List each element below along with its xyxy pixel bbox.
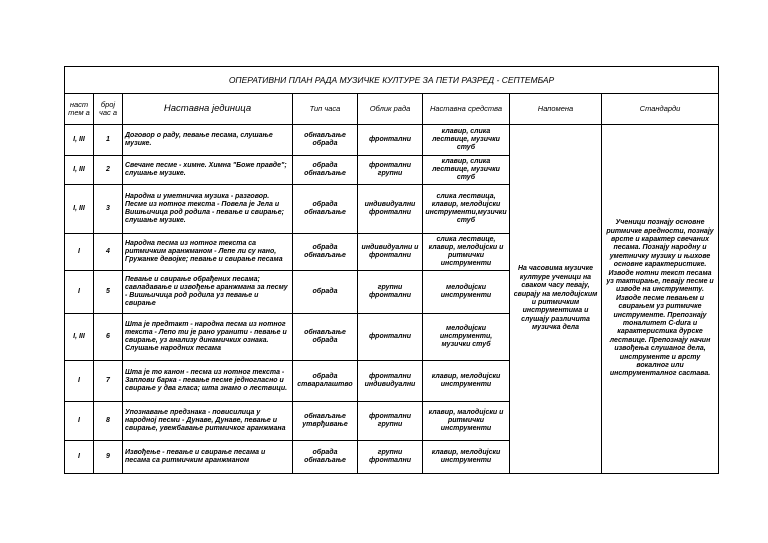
note-cell: На часовима музичке културе ученици на сваком часу певају, свирају на мелодијским и ритмичким инструментима и слушају различита музичка дела [510, 125, 602, 474]
cell-type: обрада стваралаштво [293, 361, 358, 402]
standards-cell: Ученици познају основне ритмичке вредности, познају врсте и карактер свечаних песама. Познају народну и уметничку музику и њихове основне карактеристике. Изводе нотни текст песама уз тактирање, певају песме и изводе на инструменту. Изводе песме певањем и свирањем уз ритмичке инструменте. Препознају тоналитет C-dura и карактеристика дурске лествице. Препознају начин извођења слушаног дела, инструменте и врсту вокалног или инструменталног састава. [602, 125, 719, 474]
header-week: наст тем а [65, 94, 94, 125]
cell-week: I [65, 361, 94, 402]
cell-unit: Свечане песме - химне. Химна "Боже правде"; слушање музике. [123, 156, 293, 185]
cell-unit: Народна и уметничка музика - разговор. Песме из нотног текста - Повела је Јела и Вишњичица род родила - певање и свирање; слушање музике. [123, 185, 293, 234]
cell-type: обрада обнављање [293, 156, 358, 185]
cell-form: фронтални индивидуални [358, 361, 423, 402]
plan-title: ОПЕРАТИВНИ ПЛАН РАДА МУЗИЧКЕ КУЛТУРЕ ЗА ПЕТИ РАЗРЕД - СЕПТЕМБАР [65, 67, 719, 94]
cell-type: обрада обнављање [293, 185, 358, 234]
cell-type: обнављање обрада [293, 125, 358, 156]
cell-week: I [65, 271, 94, 314]
cell-form: фронтални [358, 125, 423, 156]
cell-means: слика лествице, клавир, мелодијски и ритмички инструменти [423, 234, 510, 271]
cell-week: I [65, 441, 94, 474]
cell-num: 8 [94, 402, 123, 441]
cell-num: 7 [94, 361, 123, 402]
cell-type: обрада [293, 271, 358, 314]
cell-unit: Шта је то канон - песма из нотног текста - Заплови барка - певање песме једногласно и свирање у два гласа; шта знамо о лествици. [123, 361, 293, 402]
cell-type: обнављање обрада [293, 314, 358, 361]
cell-num: 2 [94, 156, 123, 185]
cell-means: клавир, мелодијски инструменти [423, 441, 510, 474]
cell-num: 4 [94, 234, 123, 271]
cell-week: I [65, 234, 94, 271]
cell-form: индивидуални фронтални [358, 185, 423, 234]
cell-means: клавир, слика лествице, музички стуб [423, 156, 510, 185]
cell-week: I [65, 402, 94, 441]
header-means: Наставна средства [423, 94, 510, 125]
cell-means: клавир, мелодијски инструменти [423, 361, 510, 402]
header-unit: Наставна јединица [123, 94, 293, 125]
cell-num: 3 [94, 185, 123, 234]
plan-table [64, 66, 719, 474]
header-note: Напомена [510, 94, 602, 125]
header-standards: Стандарди [602, 94, 719, 125]
header-num: број час а [94, 94, 123, 125]
cell-num: 1 [94, 125, 123, 156]
cell-type: обрада обнављање [293, 441, 358, 474]
cell-week: I, III [65, 125, 94, 156]
cell-means: мелодијски инструменти, музички стуб [423, 314, 510, 361]
cell-means: мелодијски инструменти [423, 271, 510, 314]
table-row [65, 125, 719, 156]
cell-unit: Певање и свирање обрађених песама; савладавање и извођење аранжмана за песму - Вишњичица род родила уз певање и свирање [123, 271, 293, 314]
cell-type: обнављање утврђивање [293, 402, 358, 441]
cell-week: I, III [65, 185, 94, 234]
cell-unit: Извођење - певање и свирање песама и песама са ритмичким аранжманом [123, 441, 293, 474]
header-form: Облик рада [358, 94, 423, 125]
cell-means: слика лествица, клавир, мелодијски инструменти,музички стуб [423, 185, 510, 234]
cell-num: 5 [94, 271, 123, 314]
cell-unit: Шта је предтакт - народна песма из нотног текста - Лепо ти је рано уранити - певање и свирање, уз анализу динамичких ознака. Слушање народних песама [123, 314, 293, 361]
cell-form: групни фронтални [358, 271, 423, 314]
cell-num: 6 [94, 314, 123, 361]
header-row [65, 94, 719, 125]
cell-form: индивидуални и фронтални [358, 234, 423, 271]
cell-form: фронтални групни [358, 402, 423, 441]
cell-unit: Упознавање предзнака - повисилица у народној песми - Дунаве, Дунаве, певање и свирање, увежбавање ритмичког аранжмана [123, 402, 293, 441]
cell-week: I, III [65, 156, 94, 185]
cell-unit: Народна песма из нотног текста са ритмичким аранжманом - Лепе ли су нано, Гружанке девојке; певање и свирање песама [123, 234, 293, 271]
cell-type: обрада обнављање [293, 234, 358, 271]
header-type: Тип часа [293, 94, 358, 125]
cell-form: групни фронтални [358, 441, 423, 474]
cell-week: I, III [65, 314, 94, 361]
cell-means: клавир, слика лествице, музички стуб [423, 125, 510, 156]
cell-num: 9 [94, 441, 123, 474]
plan-sheet [64, 66, 718, 474]
cell-means: клавир, малодијски и ритмички инструменти [423, 402, 510, 441]
cell-form: фронтални групни [358, 156, 423, 185]
cell-form: фронтални [358, 314, 423, 361]
cell-unit: Договор о раду, певање песама, слушање музике. [123, 125, 293, 156]
